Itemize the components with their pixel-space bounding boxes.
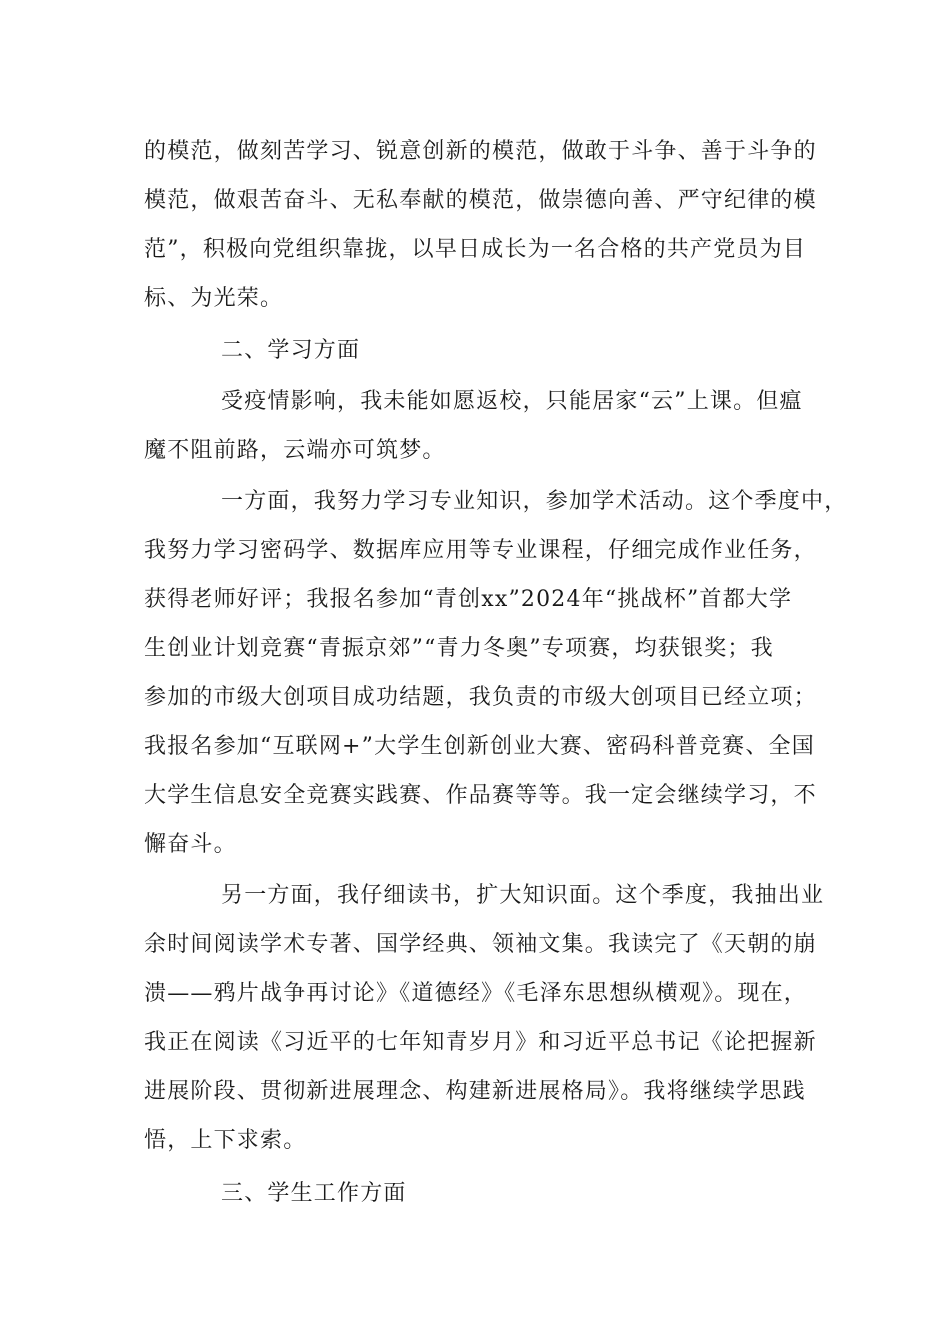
paragraph-line: 进展阶段、贯彻新进展理念、构建新进展格局》。我将继续学思践 bbox=[144, 1079, 806, 1104]
paragraph-line: 范”，积极向党组织靠拢，以早日成长为一名合格的共产党员为目 bbox=[144, 237, 807, 262]
paragraph-line: 获得老师好评；我报名参加“青创xx”2024年“挑战杯”首都大学 bbox=[144, 587, 793, 612]
paragraph-line: 受疫情影响，我未能如愿返校，只能居家“云”上课。但瘟 bbox=[221, 389, 803, 414]
paragraph-line: 魔不阻前路，云端亦可筑梦。 bbox=[144, 438, 446, 463]
paragraph-line: 另一方面，我仔细读书，扩大知识面。这个季度，我抽出业 bbox=[221, 883, 825, 908]
paragraph-line: 标、为光荣。 bbox=[144, 286, 284, 311]
paragraph-line: 模范，做艰苦奋斗、无私奉献的模范，做崇德向善、严守纪律的模 bbox=[144, 188, 817, 213]
paragraph-line: 参加的市级大创项目成功结题，我负责的市级大创项目已经立项； bbox=[144, 685, 817, 710]
paragraph-line: 我努力学习密码学、数据库应用等专业课程，仔细完成作业任务， bbox=[144, 538, 817, 563]
paragraph-line: 我正在阅读《习近平的七年知青岁月》和习近平总书记《论把握新 bbox=[144, 1030, 817, 1055]
paragraph-line: 溃——鸦片战争再讨论》《道德经》《毛泽东思想纵横观》。现在， bbox=[144, 981, 808, 1006]
paragraph-line: 悟，上下求索。 bbox=[144, 1128, 307, 1153]
section-heading: 三、学生工作方面 bbox=[221, 1181, 407, 1206]
paragraph-line: 我报名参加“互联网+”大学生创新创业大赛、密码科普竞赛、全国 bbox=[144, 734, 815, 759]
section-heading: 二、学习方面 bbox=[221, 338, 361, 363]
paragraph-line: 懈奋斗。 bbox=[144, 832, 237, 857]
paragraph-line: 余时间阅读学术专著、国学经典、领袖文集。我读完了《天朝的崩 bbox=[144, 932, 817, 957]
paragraph-line: 的模范，做刻苦学习、锐意创新的模范，做敢于斗争、善于斗争的 bbox=[144, 139, 817, 164]
paragraph-line: 一方面，我努力学习专业知识，参加学术活动。这个季度中， bbox=[221, 489, 848, 514]
paragraph-line: 生创业计划竞赛“青振京郊”“青力冬奥”专项赛，均获银奖；我 bbox=[144, 636, 774, 661]
paragraph-line: 大学生信息安全竞赛实践赛、作品赛等等。我一定会继续学习，不 bbox=[144, 783, 817, 808]
